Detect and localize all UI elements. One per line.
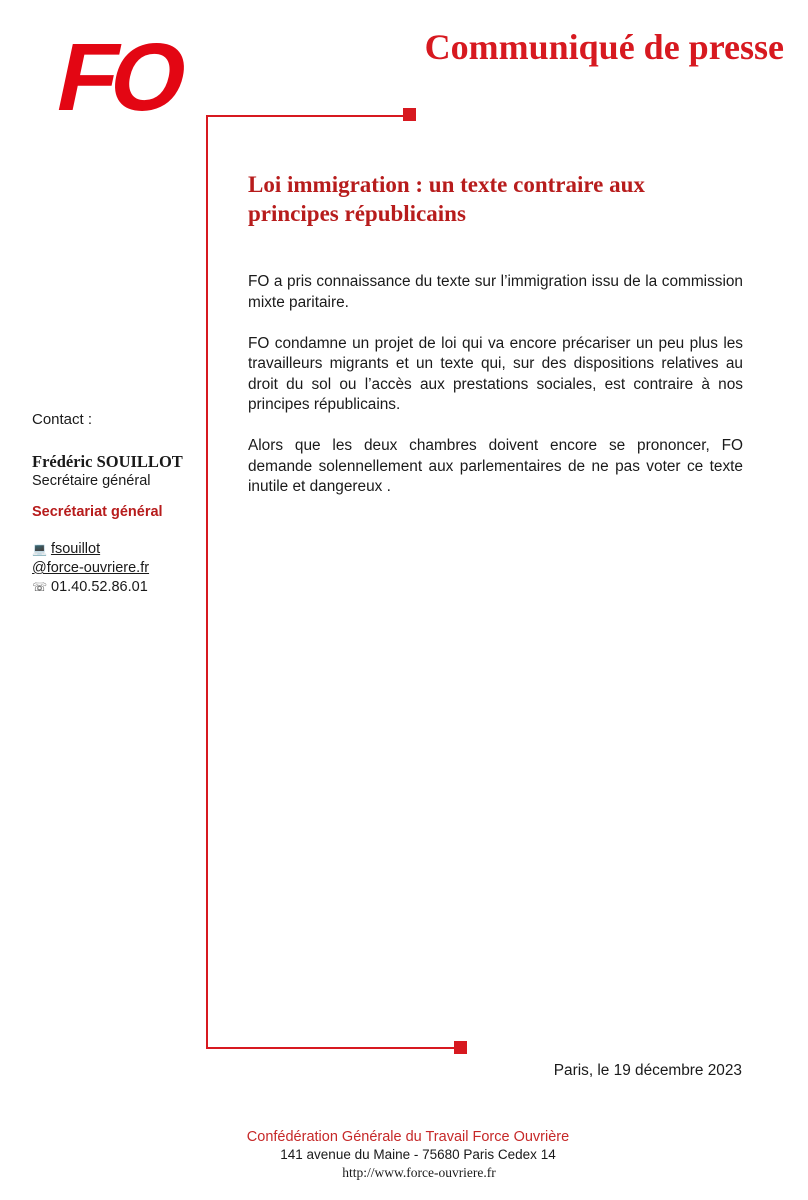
footer xyxy=(0,1128,808,1182)
fo-logo xyxy=(48,18,193,131)
contact-sidebar xyxy=(32,410,207,597)
contact-phone: 01.40.52.86.01 xyxy=(51,579,148,595)
frame-top-square xyxy=(403,108,416,121)
email-domain-link[interactable]: @force-ouvriere.fr xyxy=(32,560,150,576)
paragraph: FO condamne un projet de loi qui va encore précariser un peu plus les travailleurs migrants et un texte qui, sur des dispositions relatives au droit du sol ou l’accès aux prestations sociales, est contraire à nos principes républicains. xyxy=(248,334,743,413)
email-line xyxy=(32,540,207,559)
telephone-icon: ☏ xyxy=(32,580,48,594)
frame-top-line xyxy=(206,115,410,117)
dateline: Paris, le 19 décembre 2023 xyxy=(553,1062,742,1079)
footer-organization: Confédération Générale du Travail Force Ouvrière xyxy=(246,1129,570,1145)
title-line-2: principes républicains xyxy=(248,201,466,226)
frame-bottom-square xyxy=(454,1041,467,1054)
frame-bottom-line xyxy=(206,1047,462,1049)
footer-website[interactable]: http://www.force-ouvriere.fr xyxy=(342,1165,496,1180)
contact-department: Secrétariat général xyxy=(32,504,163,520)
paragraph: Alors que les deux chambres doivent encore se prononcer, FO demande solennellement aux parlementaires de ne pas voter ce texte inutile et dangereux . xyxy=(248,437,743,495)
contact-role: Secrétaire général xyxy=(32,473,151,489)
email-user-link[interactable]: fsouillot xyxy=(50,541,101,557)
computer-icon: 💻 xyxy=(32,542,47,556)
phone-line xyxy=(32,578,207,597)
email-domain-line xyxy=(32,559,207,578)
press-release-title xyxy=(248,170,758,228)
footer-address: 141 avenue du Maine - 75680 Paris Cedex 14 xyxy=(280,1147,556,1162)
contact-name: Frédéric SOUILLOT xyxy=(32,452,183,471)
contact-label: Contact : xyxy=(32,411,93,428)
title-line-1: Loi immigration : un texte contraire aux xyxy=(248,172,645,197)
press-release-body xyxy=(248,272,743,518)
paragraph: FO a pris connaissance du texte sur l’immigration issu de la commission mixte paritaire. xyxy=(248,273,743,311)
document-type-title: Communiqué de presse xyxy=(424,27,784,67)
logo-text: FO xyxy=(48,22,193,131)
